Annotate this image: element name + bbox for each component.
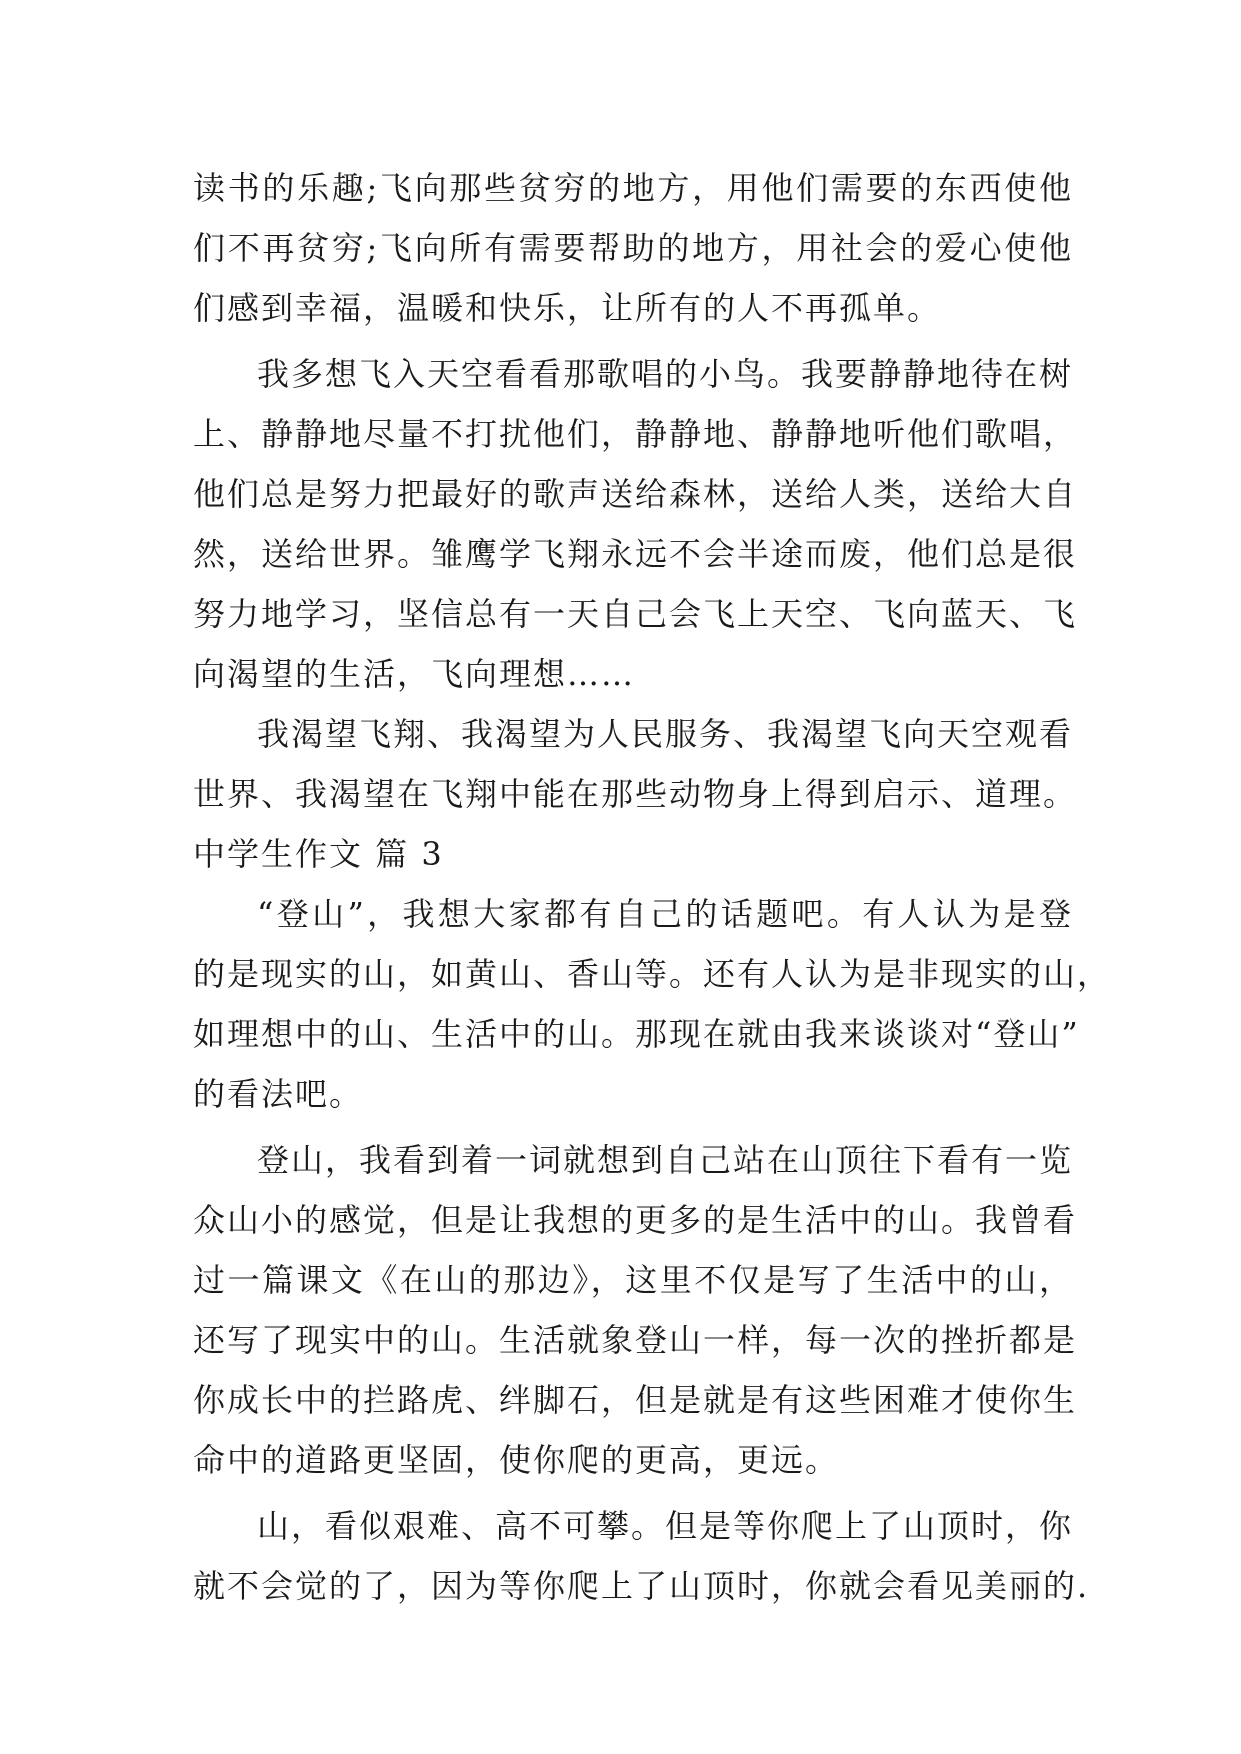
text-line: 众山小的感觉，但是让我想的更多的是生活中的山。我曾看 — [193, 1201, 1078, 1239]
text-line: 命中的道路更坚固，使你爬的更高，更远。 — [193, 1441, 840, 1479]
section-heading: 中学生作文 篇 3 — [193, 835, 444, 873]
text-line: 我渴望飞翔、我渴望为人民服务、我渴望飞向天空观看 — [257, 715, 1074, 753]
text-line: 们感到幸福，温暖和快乐，让所有的人不再孤单。 — [193, 289, 942, 327]
text-line: 读书的乐趣;飞向那些贫穷的地方，用他们需要的东西使他 — [193, 169, 1073, 207]
text-line: 他们总是努力把最好的歌声送给森林，送给人类，送给大自 — [193, 475, 1078, 513]
text-line: 你成长中的拦路虎、绊脚石，但是就是有这些困难才使你生 — [193, 1381, 1078, 1419]
text-line: 的看法吧。 — [193, 1075, 364, 1113]
text-line: 世界、我渴望在飞翔中能在那些动物身上得到启示、道理。 — [193, 775, 1078, 813]
text-line: 然，送给世界。雏鹰学飞翔永远不会半途而废，他们总是很 — [193, 535, 1078, 573]
essay-text — [193, 158, 1112, 1616]
text-line: 努力地学习，坚信总有一天自己会飞上天空、飞向蓝天、飞 — [193, 595, 1078, 633]
text-line: 的是现实的山，如黄山、香山等。还有人认为是非现实的山， — [193, 955, 1112, 993]
text-line: 如理想中的山、生活中的山。那现在就由我来谈谈对“登山” — [193, 1015, 1080, 1053]
text-line: 登山，我看到着一词就想到自己站在山顶往下看有一览 — [257, 1141, 1074, 1179]
text-line: 我多想飞入天空看看那歌唱的小鸟。我要静静地待在树 — [257, 355, 1074, 393]
text-line: 过一篇课文《在山的那边》，这里不仅是写了生活中的山， — [193, 1261, 1073, 1299]
text-line: 向渴望的生活，飞向理想…… — [193, 655, 636, 693]
text-line: 上、静静地尽量不打扰他们，静静地、静静地听他们歌唱， — [193, 415, 1078, 453]
text-line: 们不再贫穷;飞向所有需要帮助的地方，用社会的爱心使他 — [193, 229, 1073, 267]
text-line: 就不会觉的了，因为等你爬上了山顶时，你就会看见美丽的. — [193, 1567, 1090, 1605]
text-line: “登山”，我想大家都有自己的话题吧。有人认为是登 — [257, 895, 1073, 933]
text-line: 山，看似艰难、高不可攀。但是等你爬上了山顶时，你 — [257, 1507, 1074, 1545]
text-line: 还写了现实中的山。生活就象登山一样，每一次的挫折都是 — [193, 1321, 1078, 1359]
